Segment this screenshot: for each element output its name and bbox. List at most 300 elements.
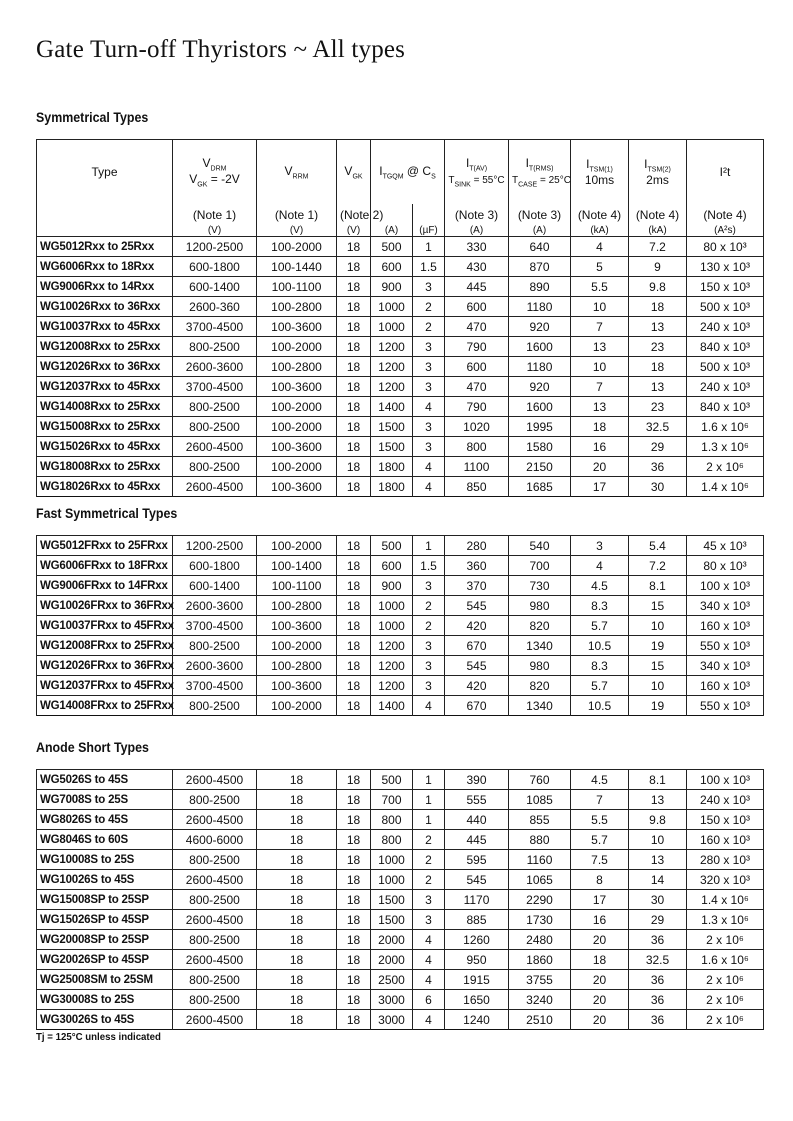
header-note: (Note 1) bbox=[192, 208, 237, 222]
part-number-cell: WG20008SP to 25SP bbox=[37, 930, 173, 950]
table-row bbox=[37, 457, 764, 477]
header-unit: (V) bbox=[346, 225, 361, 236]
value-cell: 3 bbox=[413, 417, 445, 437]
value-cell: 900 bbox=[371, 277, 413, 297]
value-cell: 4 bbox=[413, 696, 445, 716]
value-cell: 18 bbox=[337, 676, 371, 696]
header-note: (Note 4) bbox=[577, 208, 622, 222]
value-cell: 1800 bbox=[371, 457, 413, 477]
value-cell: 2 x 10⁶ bbox=[687, 990, 764, 1010]
value-cell: 600-1800 bbox=[173, 556, 257, 576]
header-symbol-subscript: RRM bbox=[292, 173, 309, 181]
value-cell: 29 bbox=[629, 910, 687, 930]
header-note: (Note 2) bbox=[340, 208, 384, 222]
value-cell: 16 bbox=[571, 910, 629, 930]
header-note-cell bbox=[257, 204, 337, 237]
value-cell: 100-2000 bbox=[257, 337, 337, 357]
value-cell: 840 x 10³ bbox=[687, 337, 764, 357]
value-cell: 600-1400 bbox=[173, 576, 257, 596]
value-cell: 4 bbox=[413, 950, 445, 970]
header-unit: (kA) bbox=[648, 225, 667, 236]
value-cell: 23 bbox=[629, 397, 687, 417]
value-cell: 19 bbox=[629, 636, 687, 656]
value-cell: 670 bbox=[445, 636, 509, 656]
value-cell: 5.5 bbox=[571, 277, 629, 297]
table-row bbox=[37, 930, 764, 950]
value-cell: 36 bbox=[629, 457, 687, 477]
table-row bbox=[37, 277, 764, 297]
table-row bbox=[37, 397, 764, 417]
value-cell: 8.3 bbox=[571, 656, 629, 676]
value-cell: 700 bbox=[509, 556, 571, 576]
value-cell: 1500 bbox=[371, 437, 413, 457]
value-cell: 1400 bbox=[371, 397, 413, 417]
value-cell: 18 bbox=[337, 810, 371, 830]
value-cell: 4 bbox=[413, 477, 445, 497]
header-note: (Note 3) bbox=[517, 208, 562, 222]
value-cell: 100-2800 bbox=[257, 596, 337, 616]
value-cell: 2 bbox=[413, 317, 445, 337]
value-cell: 3 bbox=[413, 576, 445, 596]
value-cell: 18 bbox=[337, 930, 371, 950]
fast-symmetrical-table bbox=[36, 535, 764, 716]
value-cell: 1160 bbox=[509, 850, 571, 870]
part-number-cell: WG12037Rxx to 45Rxx bbox=[37, 377, 173, 397]
value-cell: 1100 bbox=[445, 457, 509, 477]
value-cell: 1 bbox=[413, 536, 445, 556]
table-row bbox=[37, 377, 764, 397]
value-cell: 36 bbox=[629, 1010, 687, 1030]
value-cell: 14 bbox=[629, 870, 687, 890]
value-cell: 800-2500 bbox=[173, 337, 257, 357]
value-cell: 19 bbox=[629, 696, 687, 716]
value-cell: 1.5 bbox=[413, 556, 445, 576]
value-cell: 100-2000 bbox=[257, 397, 337, 417]
value-cell: 2 x 10⁶ bbox=[687, 970, 764, 990]
value-cell: 18 bbox=[337, 616, 371, 636]
page-title: Gate Turn-off Thyristors ~ All types bbox=[36, 36, 406, 63]
header-notes-row bbox=[37, 204, 764, 237]
value-cell: 18 bbox=[571, 417, 629, 437]
value-cell: 18 bbox=[337, 357, 371, 377]
value-cell: 370 bbox=[445, 576, 509, 596]
value-cell: 3 bbox=[413, 357, 445, 377]
value-cell: 18 bbox=[337, 377, 371, 397]
value-cell: 1995 bbox=[509, 417, 571, 437]
header-i2t: I²t bbox=[719, 165, 731, 179]
value-cell: 8.1 bbox=[629, 576, 687, 596]
header-cond-sub: GK bbox=[197, 181, 208, 189]
value-cell: 100-3600 bbox=[257, 676, 337, 696]
table-row bbox=[37, 437, 764, 457]
value-cell: 80 x 10³ bbox=[687, 556, 764, 576]
table-row bbox=[37, 576, 764, 596]
value-cell: 18 bbox=[629, 357, 687, 377]
value-cell: 18 bbox=[337, 457, 371, 477]
header-note-cell bbox=[337, 204, 384, 237]
value-cell: 7 bbox=[571, 790, 629, 810]
value-cell: 7.5 bbox=[571, 850, 629, 870]
header-cell bbox=[509, 140, 571, 205]
value-cell: 800-2500 bbox=[173, 890, 257, 910]
header-symbol-main: I bbox=[644, 156, 648, 171]
value-cell: 3 bbox=[413, 676, 445, 696]
value-cell: 160 x 10³ bbox=[687, 676, 764, 696]
value-cell: 2480 bbox=[509, 930, 571, 950]
part-number-cell: WG15008SP to 25SP bbox=[37, 890, 173, 910]
header-cell bbox=[687, 140, 764, 205]
table-row bbox=[37, 990, 764, 1010]
value-cell: 980 bbox=[509, 596, 571, 616]
value-cell: 18 bbox=[257, 770, 337, 790]
section-title-symmetrical: Symmetrical Types bbox=[36, 110, 149, 125]
header-symbol bbox=[203, 156, 227, 170]
part-number-cell: WG8026S to 45S bbox=[37, 810, 173, 830]
value-cell: 1000 bbox=[371, 317, 413, 337]
part-number-cell: WG18026Rxx to 45Rxx bbox=[37, 477, 173, 497]
value-cell: 18 bbox=[337, 297, 371, 317]
value-cell: 13 bbox=[629, 317, 687, 337]
value-cell: 4 bbox=[413, 1010, 445, 1030]
value-cell: 10 bbox=[571, 357, 629, 377]
value-cell: 100-2800 bbox=[257, 357, 337, 377]
value-cell: 18 bbox=[337, 556, 371, 576]
value-cell: 500 bbox=[371, 770, 413, 790]
header-symbol-main: I bbox=[525, 155, 529, 170]
value-cell: 540 bbox=[509, 536, 571, 556]
value-cell: 800-2500 bbox=[173, 397, 257, 417]
table-row bbox=[37, 910, 764, 930]
value-cell: 7 bbox=[571, 317, 629, 337]
value-cell: 3700-4500 bbox=[173, 676, 257, 696]
header-unit: (A) bbox=[384, 225, 399, 236]
value-cell: 1.3 x 10⁶ bbox=[687, 910, 764, 930]
value-cell: 18 bbox=[337, 596, 371, 616]
value-cell: 32.5 bbox=[629, 950, 687, 970]
table-row bbox=[37, 257, 764, 277]
value-cell: 18 bbox=[257, 850, 337, 870]
part-number-cell: WG7008S to 25S bbox=[37, 790, 173, 810]
value-cell: 1170 bbox=[445, 890, 509, 910]
value-cell: 500 bbox=[371, 237, 413, 257]
header-unit: (V) bbox=[289, 225, 304, 236]
value-cell: 2600-4500 bbox=[173, 910, 257, 930]
value-cell: 100-2000 bbox=[257, 237, 337, 257]
section-title-anode: Anode Short Types bbox=[36, 740, 149, 755]
value-cell: 1000 bbox=[371, 596, 413, 616]
value-cell: 1240 bbox=[445, 1010, 509, 1030]
value-cell: 1 bbox=[413, 810, 445, 830]
value-cell: 3000 bbox=[371, 990, 413, 1010]
value-cell: 4 bbox=[413, 970, 445, 990]
value-cell: 440 bbox=[445, 810, 509, 830]
value-cell: 30 bbox=[629, 477, 687, 497]
value-cell: 600 bbox=[445, 357, 509, 377]
value-cell: 1085 bbox=[509, 790, 571, 810]
value-cell: 360 bbox=[445, 556, 509, 576]
value-cell: 5.7 bbox=[571, 676, 629, 696]
header-symbol bbox=[526, 156, 554, 170]
value-cell: 100-1440 bbox=[257, 257, 337, 277]
value-cell: 18 bbox=[337, 790, 371, 810]
header-symbol bbox=[344, 163, 363, 181]
header-cell bbox=[257, 140, 337, 205]
part-number-cell: WG5012Rxx to 25Rxx bbox=[37, 237, 173, 257]
value-cell: 4 bbox=[413, 457, 445, 477]
value-cell: 2600-3600 bbox=[173, 656, 257, 676]
value-cell: 1200 bbox=[371, 377, 413, 397]
value-cell: 18 bbox=[337, 870, 371, 890]
value-cell: 890 bbox=[509, 277, 571, 297]
value-cell: 280 bbox=[445, 536, 509, 556]
header-cell bbox=[571, 140, 629, 205]
value-cell: 840 x 10³ bbox=[687, 397, 764, 417]
value-cell: 3 bbox=[413, 277, 445, 297]
value-cell: 1065 bbox=[509, 870, 571, 890]
header-cell bbox=[37, 140, 173, 205]
value-cell: 760 bbox=[509, 770, 571, 790]
value-cell: 280 x 10³ bbox=[687, 850, 764, 870]
header-t2: 2ms bbox=[646, 173, 669, 188]
table-row bbox=[37, 297, 764, 317]
value-cell: 640 bbox=[509, 237, 571, 257]
value-cell: 8.1 bbox=[629, 770, 687, 790]
value-cell: 130 x 10³ bbox=[687, 257, 764, 277]
table-row bbox=[37, 596, 764, 616]
value-cell: 3 bbox=[413, 890, 445, 910]
value-cell: 330 bbox=[445, 237, 509, 257]
value-cell: 2 bbox=[413, 830, 445, 850]
table-row bbox=[37, 830, 764, 850]
part-number-cell: WG15008Rxx to 25Rxx bbox=[37, 417, 173, 437]
value-cell: 100-3600 bbox=[257, 317, 337, 337]
value-cell: 18 bbox=[257, 930, 337, 950]
value-cell: 10.5 bbox=[571, 636, 629, 656]
value-cell: 45 x 10³ bbox=[687, 536, 764, 556]
value-cell: 30 bbox=[629, 890, 687, 910]
value-cell: 730 bbox=[509, 576, 571, 596]
value-cell: 1685 bbox=[509, 477, 571, 497]
value-cell: 2600-4500 bbox=[173, 477, 257, 497]
value-cell: 470 bbox=[445, 317, 509, 337]
part-number-cell: WG18008Rxx to 25Rxx bbox=[37, 457, 173, 477]
value-cell: 20 bbox=[571, 1010, 629, 1030]
value-cell: 555 bbox=[445, 790, 509, 810]
table-row bbox=[37, 417, 764, 437]
value-cell: 1200 bbox=[371, 676, 413, 696]
value-cell: 1600 bbox=[509, 337, 571, 357]
value-cell: 800-2500 bbox=[173, 636, 257, 656]
value-cell: 2000 bbox=[371, 950, 413, 970]
table-row bbox=[37, 357, 764, 377]
value-cell: 18 bbox=[257, 970, 337, 990]
value-cell: 800-2500 bbox=[173, 850, 257, 870]
value-cell: 1340 bbox=[509, 696, 571, 716]
value-cell: 8 bbox=[571, 870, 629, 890]
value-cell: 870 bbox=[509, 257, 571, 277]
value-cell: 1400 bbox=[371, 696, 413, 716]
value-cell: 2500 bbox=[371, 970, 413, 990]
header-symbol-main: V bbox=[284, 163, 293, 178]
value-cell: 1180 bbox=[509, 357, 571, 377]
value-cell: 420 bbox=[445, 616, 509, 636]
value-cell: 18 bbox=[337, 950, 371, 970]
value-cell: 18 bbox=[337, 477, 371, 497]
value-cell: 7.2 bbox=[629, 237, 687, 257]
part-number-cell: WG10008S to 25S bbox=[37, 850, 173, 870]
table-row bbox=[37, 950, 764, 970]
value-cell: 855 bbox=[509, 810, 571, 830]
value-cell: 2 x 10⁶ bbox=[687, 930, 764, 950]
value-cell: 2 x 10⁶ bbox=[687, 1010, 764, 1030]
value-cell: 920 bbox=[509, 317, 571, 337]
value-cell: 150 x 10³ bbox=[687, 277, 764, 297]
value-cell: 4.5 bbox=[571, 770, 629, 790]
table-row bbox=[37, 870, 764, 890]
value-cell: 18 bbox=[337, 830, 371, 850]
header-cell bbox=[173, 140, 257, 205]
header-note-cell bbox=[445, 204, 509, 237]
part-number-cell: WG10026Rxx to 36Rxx bbox=[37, 297, 173, 317]
value-cell: 9 bbox=[629, 257, 687, 277]
value-cell: 18 bbox=[337, 970, 371, 990]
part-number-cell: WG14008Rxx to 25Rxx bbox=[37, 397, 173, 417]
value-cell: 13 bbox=[629, 850, 687, 870]
value-cell: 800 bbox=[371, 810, 413, 830]
part-number-cell: WG8046S to 60S bbox=[37, 830, 173, 850]
header-note: (Note 3) bbox=[454, 208, 499, 222]
header-symbol-subscript: T(AV) bbox=[469, 165, 488, 172]
value-cell: 850 bbox=[445, 477, 509, 497]
value-cell: 1200 bbox=[371, 357, 413, 377]
header-unit: (A) bbox=[469, 225, 484, 236]
value-cell: 2000 bbox=[371, 930, 413, 950]
value-cell: 1.5 bbox=[413, 257, 445, 277]
value-cell: 2600-3600 bbox=[173, 357, 257, 377]
value-cell: 1 bbox=[413, 237, 445, 257]
part-number-cell: WG6006FRxx to 18FRxx bbox=[37, 556, 173, 576]
part-number-cell: WG12026Rxx to 36Rxx bbox=[37, 357, 173, 377]
value-cell: 1000 bbox=[371, 870, 413, 890]
value-cell: 545 bbox=[445, 870, 509, 890]
value-cell: 18 bbox=[337, 576, 371, 596]
value-cell: 18 bbox=[337, 337, 371, 357]
header-tsink: T bbox=[448, 175, 455, 186]
table-row bbox=[37, 890, 764, 910]
header-cond: V bbox=[189, 172, 198, 186]
value-cell: 595 bbox=[445, 850, 509, 870]
value-cell: 3 bbox=[413, 636, 445, 656]
value-cell: 100-2800 bbox=[257, 656, 337, 676]
header-unit: (A) bbox=[532, 225, 547, 236]
value-cell: 32.5 bbox=[629, 417, 687, 437]
value-cell: 20 bbox=[571, 930, 629, 950]
value-cell: 1000 bbox=[371, 850, 413, 870]
value-cell: 340 x 10³ bbox=[687, 656, 764, 676]
part-number-cell: WG12008FRxx to 25FRxx bbox=[37, 636, 173, 656]
header-symbol-main: I bbox=[465, 155, 470, 170]
value-cell: 18 bbox=[257, 890, 337, 910]
value-cell: 18 bbox=[337, 696, 371, 716]
value-cell: 17 bbox=[571, 890, 629, 910]
value-cell: 2600-4500 bbox=[173, 870, 257, 890]
value-cell: 600 bbox=[371, 556, 413, 576]
value-cell: 16 bbox=[571, 437, 629, 457]
value-cell: 1200 bbox=[371, 337, 413, 357]
value-cell: 420 bbox=[445, 676, 509, 696]
header-symbol-subscript: TSM(2) bbox=[647, 166, 671, 174]
value-cell: 13 bbox=[629, 377, 687, 397]
value-cell: 1020 bbox=[445, 417, 509, 437]
value-cell: 980 bbox=[509, 656, 571, 676]
value-cell: 13 bbox=[571, 337, 629, 357]
header-row bbox=[37, 140, 764, 205]
table-row bbox=[37, 970, 764, 990]
header-tcase: T bbox=[512, 175, 519, 186]
value-cell: 1800 bbox=[371, 477, 413, 497]
value-cell: 700 bbox=[371, 790, 413, 810]
value-cell: 18 bbox=[257, 870, 337, 890]
value-cell: 5.7 bbox=[571, 616, 629, 636]
value-cell: 100 x 10³ bbox=[687, 576, 764, 596]
part-number-cell: WG20026SP to 45SP bbox=[37, 950, 173, 970]
value-cell: 15 bbox=[629, 596, 687, 616]
value-cell: 1180 bbox=[509, 297, 571, 317]
value-cell: 3755 bbox=[509, 970, 571, 990]
value-cell: 9.8 bbox=[629, 810, 687, 830]
footnote: Tj = 125°C unless indicated bbox=[36, 1031, 161, 1043]
value-cell: 10 bbox=[629, 830, 687, 850]
value-cell: 790 bbox=[445, 337, 509, 357]
header-note-cell bbox=[509, 204, 571, 237]
value-cell: 1200 bbox=[371, 656, 413, 676]
value-cell: 1730 bbox=[509, 910, 571, 930]
value-cell: 885 bbox=[445, 910, 509, 930]
value-cell: 15 bbox=[629, 656, 687, 676]
value-cell: 160 x 10³ bbox=[687, 830, 764, 850]
value-cell: 1.6 x 10⁶ bbox=[687, 417, 764, 437]
part-number-cell: WG5012FRxx to 25FRxx bbox=[37, 536, 173, 556]
part-number-cell: WG12037FRxx to 45FRxx bbox=[37, 676, 173, 696]
value-cell: 3 bbox=[413, 337, 445, 357]
value-cell: 800 bbox=[445, 437, 509, 457]
value-cell: 2290 bbox=[509, 890, 571, 910]
value-cell: 1260 bbox=[445, 930, 509, 950]
header-note-cell bbox=[413, 204, 445, 237]
header-at: @ C bbox=[403, 163, 432, 178]
part-number-cell: WG9006FRxx to 14FRxx bbox=[37, 576, 173, 596]
header-note-cell bbox=[173, 204, 257, 237]
value-cell: 4 bbox=[571, 237, 629, 257]
part-number-cell: WG5026S to 45S bbox=[37, 770, 173, 790]
part-number-cell: WG10026FRxx to 36FRxx bbox=[37, 596, 173, 616]
value-cell: 240 x 10³ bbox=[687, 790, 764, 810]
value-cell: 1500 bbox=[371, 910, 413, 930]
value-cell: 3 bbox=[413, 656, 445, 676]
value-cell: 950 bbox=[445, 950, 509, 970]
part-number-cell: WG30026S to 45S bbox=[37, 1010, 173, 1030]
table-row bbox=[37, 656, 764, 676]
table-row bbox=[37, 696, 764, 716]
value-cell: 1580 bbox=[509, 437, 571, 457]
header-tsink-sub: SINK bbox=[454, 181, 471, 189]
value-cell: 13 bbox=[571, 397, 629, 417]
value-cell: 7 bbox=[571, 377, 629, 397]
value-cell: 18 bbox=[257, 990, 337, 1010]
header-symbol-main: I bbox=[586, 156, 590, 171]
header-cs-sub: S bbox=[431, 173, 436, 181]
value-cell: 18 bbox=[337, 437, 371, 457]
